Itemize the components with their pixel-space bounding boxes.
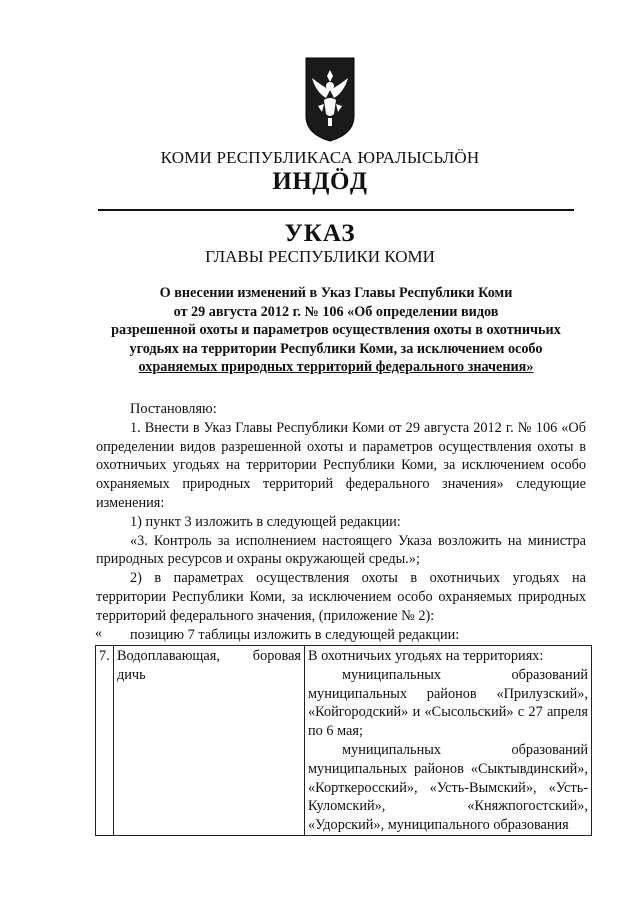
paragraph-item-1: 1. Внести в Указ Главы Республики Коми от 29 августа 2012 г. № 106 «Об определении видов разрешенной охоты и параметров осуществления охоты в охотничьих угодьях на территории Республики Коми, за исключением особо охраняемых природных территорий федерального значения» следующие изменения: bbox=[96, 419, 586, 511]
table-row bbox=[96, 646, 592, 836]
paragraph-subitem-2: 2) в параметрах осуществления охоты в охотничьих угодьях на территории Республики Коми, за исключением особо охраняемых природных территорий федерального значения, (приложение № 2): bbox=[96, 570, 586, 624]
title-line: О внесении изменений в Указ Главы Республики Коми bbox=[159, 285, 513, 301]
paragraph-subitem-1: 1) пункт 3 изложить в следующей редакции: bbox=[130, 513, 401, 530]
document-title bbox=[96, 284, 576, 377]
territories-heading: В охотничьих угодьях на территориях: bbox=[308, 648, 544, 664]
title-line: от 29 августа 2012 г. № 106 «Об определении видов bbox=[173, 303, 499, 320]
title-line: угодьях на территории Республики Коми, за исключением особо bbox=[129, 340, 543, 357]
ukaz-heading: УКАЗ bbox=[284, 220, 356, 247]
paragraph-quote-3: «3. Контроль за исполнением настоящего Указа возложить на министра природных ресурсов и охраны окружающей среды.»; bbox=[96, 532, 586, 568]
document-body bbox=[96, 400, 586, 644]
paragraph-position-7: позицию 7 таблицы изложить в следующей редакции: bbox=[130, 626, 460, 643]
opening-quote: « bbox=[95, 626, 102, 641]
game-type-line: Водоплавающая, боровая bbox=[117, 648, 301, 664]
komi-coat-of-arms-icon bbox=[304, 56, 356, 142]
republic-name-komi: КОМИ РЕСПУБЛИКАСА ЮРАЛЫСЬЛӦН bbox=[160, 148, 480, 167]
header-divider bbox=[98, 209, 574, 211]
game-type-cell bbox=[114, 646, 305, 836]
title-line: охраняемых природных территорий федерального значения» bbox=[138, 359, 534, 376]
territories-paragraph: муниципальных образований муниципальных районов «Прилузский», «Койгородский» и «Сысольский» с 27 апреля по 6 мая; bbox=[308, 666, 588, 740]
territories-cell bbox=[305, 646, 592, 836]
territories-paragraph: муниципальных образований муниципальных районов «Сыктывдинский», «Корткеросский», «Усть-Вымский», «Усть-Куломский», «Княжпогостский», «Удорский», муниципального образования bbox=[308, 741, 588, 834]
paragraph-postanovlyayu: Постановляю: bbox=[130, 401, 217, 417]
row-number-cell: 7. bbox=[96, 646, 114, 836]
title-line: разрешенной охоты и параметров осуществления охоты в охотничьих bbox=[111, 322, 561, 339]
game-type-line: дичь bbox=[117, 666, 146, 683]
glavy-subheading: ГЛАВЫ РЕСПУБЛИКИ КОМИ bbox=[205, 247, 435, 266]
indod-heading: ИНДӦД bbox=[272, 168, 368, 195]
position-7-table bbox=[95, 645, 592, 836]
